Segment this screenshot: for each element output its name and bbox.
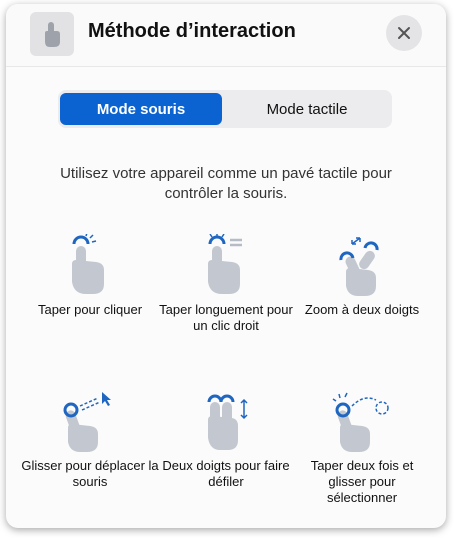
mode-segmented-control — [58, 90, 392, 128]
gesture-tap — [20, 234, 160, 318]
gesture-double-tap-drag — [292, 390, 432, 506]
close-icon — [397, 26, 411, 40]
gesture-label: Glisser pour déplacer la souris — [21, 458, 159, 489]
gesture-long-press — [156, 234, 296, 334]
gesture-two-finger-scroll — [156, 390, 296, 490]
drag-pointer-icon — [58, 390, 122, 454]
touch-mode-tab[interactable]: Mode tactile — [266, 100, 348, 118]
interaction-method-dialog — [6, 4, 446, 528]
close-button[interactable] — [386, 15, 422, 51]
gesture-label: Deux doigts pour faire défiler — [162, 458, 290, 489]
touch-icon — [30, 12, 74, 56]
tap-icon — [62, 234, 118, 298]
dialog-header — [6, 4, 446, 67]
mouse-mode-tab[interactable]: Mode souris — [60, 93, 222, 125]
long-press-icon — [198, 234, 254, 298]
gesture-label: Taper deux fois et glisser pour sélectionner — [310, 458, 414, 505]
pinch-zoom-icon — [334, 234, 390, 298]
gesture-label: Taper pour cliquer — [37, 302, 143, 317]
dialog-title: Méthode d’interaction — [88, 20, 296, 42]
double-tap-drag-icon — [330, 390, 394, 454]
gesture-pinch-zoom — [292, 234, 432, 318]
two-finger-scroll-icon — [198, 390, 254, 454]
mode-description: Utilisez votre appareil comme un pavé tactile pour contrôler la souris. — [60, 165, 392, 202]
gesture-label: Taper longuement pour un clic droit — [159, 302, 293, 333]
gesture-label: Zoom à deux doigts — [304, 302, 420, 317]
gesture-drag-pointer — [20, 390, 160, 490]
